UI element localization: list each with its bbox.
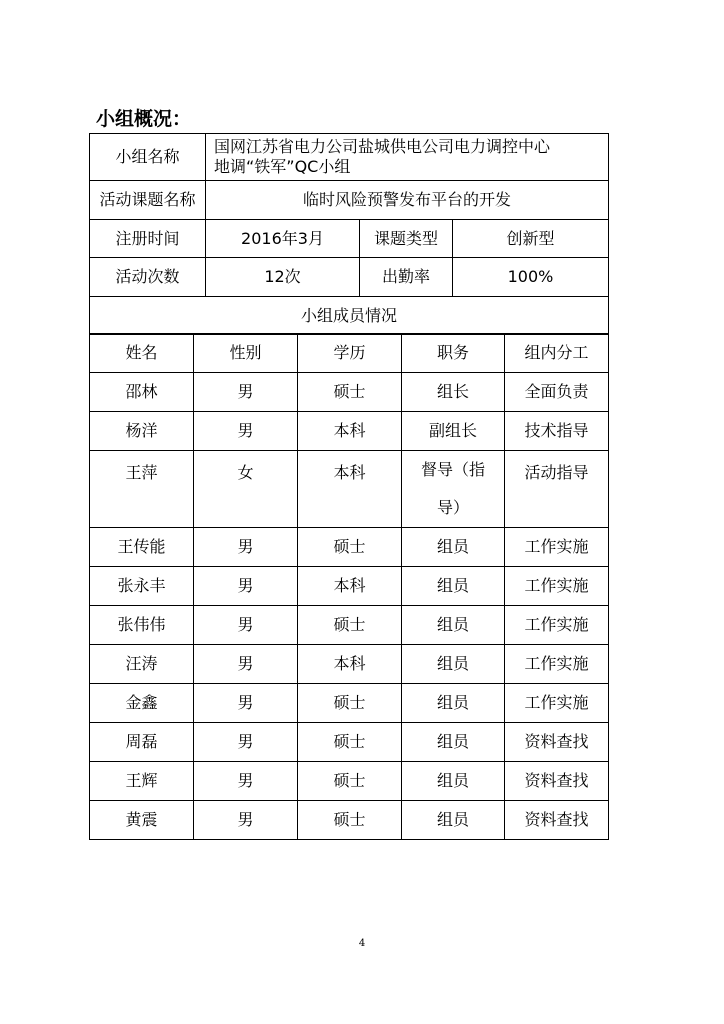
table-row	[90, 801, 609, 840]
table-row	[90, 134, 609, 181]
member-education: 本科	[298, 645, 402, 684]
section-heading: 小组概况：	[96, 108, 192, 130]
table-row	[90, 723, 609, 762]
attendance-value: 100%	[453, 258, 609, 297]
member-position: 组员	[402, 645, 505, 684]
member-name: 张伟伟	[90, 606, 194, 645]
member-role: 技术指导	[505, 412, 609, 451]
table-row	[90, 412, 609, 451]
member-name: 金鑫	[90, 684, 194, 723]
member-name: 汪涛	[90, 645, 194, 684]
member-gender: 男	[194, 684, 298, 723]
member-role: 资料查找	[505, 801, 609, 840]
member-role: 工作实施	[505, 684, 609, 723]
member-position: 副组长	[402, 412, 505, 451]
table-row	[90, 373, 609, 412]
group-name-value	[206, 134, 609, 181]
member-gender: 男	[194, 373, 298, 412]
member-role: 全面负责	[505, 373, 609, 412]
member-gender: 男	[194, 723, 298, 762]
member-position: 组员	[402, 684, 505, 723]
member-name: 王萍	[90, 451, 194, 528]
topic-value: 临时风险预警发布平台的开发	[206, 181, 609, 220]
table-row	[90, 567, 609, 606]
member-education: 本科	[298, 412, 402, 451]
table-row	[90, 297, 609, 335]
page-number: 4	[358, 938, 366, 949]
header-gender: 性别	[194, 334, 298, 373]
member-gender: 男	[194, 606, 298, 645]
members-section-title: 小组成员情况	[90, 297, 609, 335]
member-education: 硕士	[298, 528, 402, 567]
member-gender: 男	[194, 412, 298, 451]
member-position: 组员	[402, 723, 505, 762]
member-education: 本科	[298, 567, 402, 606]
member-role: 工作实施	[505, 645, 609, 684]
member-name: 周磊	[90, 723, 194, 762]
topic-type-value: 创新型	[453, 220, 609, 258]
table-row	[90, 258, 609, 297]
table-row	[90, 528, 609, 567]
header-role: 组内分工	[505, 334, 609, 373]
member-name: 黄震	[90, 801, 194, 840]
member-position: 组员	[402, 606, 505, 645]
header-education: 学历	[298, 334, 402, 373]
member-position: 组员	[402, 801, 505, 840]
member-header-row	[90, 334, 609, 373]
member-gender: 男	[194, 567, 298, 606]
activity-count-value: 12次	[206, 258, 360, 297]
table-row	[90, 684, 609, 723]
attendance-label: 出勤率	[360, 258, 453, 297]
group-name-label: 小组名称	[90, 134, 206, 181]
member-role: 资料查找	[505, 762, 609, 801]
member-table-body	[90, 334, 609, 840]
member-table	[89, 333, 609, 840]
group-info-table	[89, 133, 609, 335]
member-role: 工作实施	[505, 567, 609, 606]
member-gender: 男	[194, 528, 298, 567]
table-row	[90, 181, 609, 220]
member-name: 张永丰	[90, 567, 194, 606]
header-name: 姓名	[90, 334, 194, 373]
member-role: 资料查找	[505, 723, 609, 762]
member-role: 活动指导	[505, 451, 609, 528]
header-position: 职务	[402, 334, 505, 373]
member-education: 本科	[298, 451, 402, 528]
member-education: 硕士	[298, 684, 402, 723]
table-row	[90, 220, 609, 258]
member-name: 王传能	[90, 528, 194, 567]
member-education: 硕士	[298, 373, 402, 412]
member-education: 硕士	[298, 762, 402, 801]
table-row	[90, 451, 609, 528]
member-education: 硕士	[298, 801, 402, 840]
reg-time-value: 2016年3月	[206, 220, 360, 258]
member-role: 工作实施	[505, 606, 609, 645]
member-gender: 男	[194, 801, 298, 840]
member-name: 王辉	[90, 762, 194, 801]
topic-label: 活动课题名称	[90, 181, 206, 220]
group-name-line2: 地调“铁军”QC小组	[214, 157, 351, 176]
table-row	[90, 606, 609, 645]
reg-time-label: 注册时间	[90, 220, 206, 258]
member-education: 硕士	[298, 723, 402, 762]
member-position: 组长	[402, 373, 505, 412]
table-row	[90, 762, 609, 801]
activity-count-label: 活动次数	[90, 258, 206, 297]
table-row	[90, 645, 609, 684]
member-position: 组员	[402, 762, 505, 801]
member-name: 邵林	[90, 373, 194, 412]
member-gender: 女	[194, 451, 298, 528]
member-gender: 男	[194, 645, 298, 684]
topic-type-label: 课题类型	[360, 220, 453, 258]
member-education: 硕士	[298, 606, 402, 645]
member-position: 组员	[402, 567, 505, 606]
member-name: 杨洋	[90, 412, 194, 451]
member-gender: 男	[194, 762, 298, 801]
member-role: 工作实施	[505, 528, 609, 567]
member-position: 组员	[402, 528, 505, 567]
member-position: 督导（指导）	[402, 451, 505, 528]
group-name-line1: 国网江苏省电力公司盐城供电公司电力调控中心	[214, 137, 551, 156]
